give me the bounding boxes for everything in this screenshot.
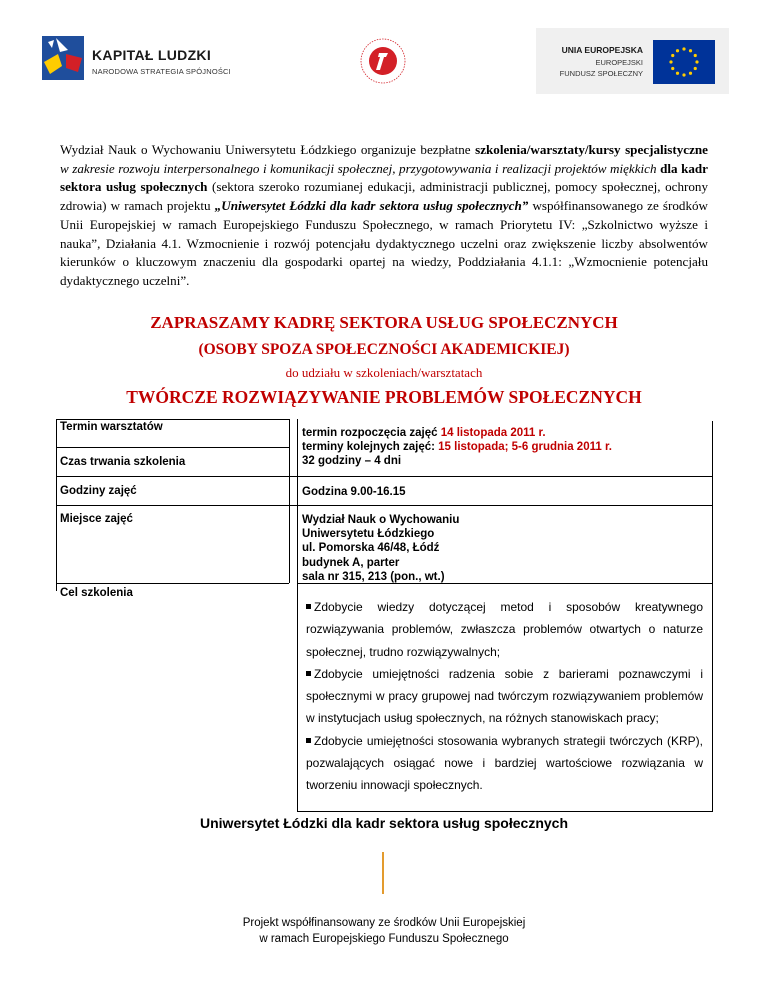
intro-project-name: „Uniwersytet Łódzki dla kadr sektora usług społecznych” (214, 198, 529, 214)
place-line: Wydział Nauk o Wychowaniu (302, 514, 460, 526)
kl-title: KAPITAŁ LUDZKI (92, 47, 212, 63)
footer-line-2: w ramach Europejskiego Funduszu Społecznego (259, 933, 509, 945)
goal-text: Zdobycie umiejętności stosowania wybranych strategii twórczych (KRP), pozwalających osiągać nowe i bardziej wartościowe rozwiązania w tworzeniu innowacji społecznych. (306, 733, 703, 793)
divider-line (382, 852, 384, 894)
details-table (56, 419, 713, 812)
bullet-square-icon (306, 604, 311, 609)
eu-star-icon (682, 47, 685, 50)
intro-italic-1: w zakresie rozwoju interpersonalnego i komunikacji społecznej, przygotowywania i realizacji projektów miękkich (60, 160, 657, 176)
heading-participation: do udziału w szkoleniach/warsztatach (285, 365, 483, 380)
label-place: Miejsce zajęć (60, 513, 133, 525)
heading-invite-staff: ZAPRASZAMY KADRĘ SEKTORA USŁUG SPOŁECZNYCH (150, 313, 618, 332)
duration-value: 32 godziny – 4 dni (302, 455, 402, 467)
intro-text-2: (sektora szeroko rozumianej edukacji, administracji publicznej, pomocy społecznej, ochrony zdrowia) w ramach projektu (60, 179, 708, 214)
eu-star-icon (682, 73, 685, 76)
intro-text-3: współfinansowanego ze środków Unii Europejskiej w ramach Europejskiego Funduszu Społecznego, w ramach Priorytetu IV: „Szkolnictwo wyższe i nauka”, Działania 4.1. Wzmocnienie i rozwój potencjału dydaktycznego uczelni oraz zwiększenie liczby absolwentów kierunków o kluczowym znaczeniu dla gospodarki opartej na wiedzy, Poddziałania 4.1.1: „Wzmocnienie potencjału dydaktycznego uczelni”. (60, 198, 709, 288)
footer-title: Uniwersytet Łódzki dla kadr sektora usług społecznych (200, 815, 568, 831)
heading-workshop-title: TWÓRCZE ROZWIĄZYWANIE PROBLEMÓW SPOŁECZNYCH (126, 387, 642, 407)
start-date: 14 listopada 2011 r. (440, 427, 546, 439)
next-dates-row (302, 440, 612, 454)
place-value (302, 513, 459, 584)
intro-text-1: Wydział Nauk o Wychowaniu Uniwersytetu Łódzkiego organizuje bezpłatne (60, 142, 476, 157)
eu-star-icon (671, 54, 674, 57)
label-termin: Termin warsztatów (60, 421, 163, 433)
label-hours: Godziny zajęć (60, 485, 137, 497)
eu-star-icon (669, 60, 672, 63)
eu-title: UNIA EUROPEJSKA (561, 45, 643, 55)
goal-text: Zdobycie umiejętności radzenia sobie z barierami poznawczymi i społecznymi w pracy grupowej nad twórczym rozwiązywaniem problemów w instytucjach usług społecznych, na różnych stanowiskach pracy; (306, 666, 703, 726)
place-line: sala nr 315, 213 (pon., wt.) (302, 570, 445, 583)
footer-line-1: Projekt współfinansowany ze środków Unii Europejskiej (242, 917, 526, 929)
intro-bold-2: dla kadr sektora usług społecznych (60, 160, 708, 195)
eu-subtitle-1: EUROPEJSKI (595, 58, 643, 67)
goal-item (306, 596, 703, 663)
place-line: ul. Pomorska 46/48, Łódź (302, 542, 440, 555)
start-date-row (302, 426, 546, 440)
next-dates: 15 listopada; 5-6 grudnia 2011 r. (438, 441, 612, 453)
goal-text: Zdobycie wiedzy dotyczącej metod i sposobów kreatywnego rozwiązywania problemów, zwłaszcza problemów otwartych o naturze społecznej, trudno rozwiązywalnych; (306, 600, 703, 659)
eu-star-icon (671, 67, 674, 70)
hours-value: Godzina 9.00-16.15 (302, 486, 406, 498)
eu-star-icon (695, 60, 698, 63)
goal-item (306, 663, 703, 730)
place-line: budynek A, parter (302, 556, 400, 569)
heading-non-academic: (OSOBY SPOZA SPOŁECZNOŚCI AKADEMICKIEJ) (198, 341, 570, 358)
eu-star-icon (694, 67, 697, 70)
bullet-square-icon (306, 671, 311, 676)
goal-item (306, 730, 703, 797)
bullet-square-icon (306, 738, 311, 743)
eu-star-icon (694, 54, 697, 57)
eu-flag-icon (653, 40, 715, 84)
eu-star-icon (676, 49, 679, 52)
eu-star-icon (676, 72, 679, 75)
place-line: Uniwersytetu Łódzkiego (302, 528, 435, 541)
start-prefix: termin rozpoczęcia zajęć (302, 427, 441, 439)
intro-bold-1: szkolenia/warsztaty/kursy specjalistyczne (475, 142, 708, 157)
label-goal: Cel szkolenia (60, 587, 133, 599)
eu-star-icon (689, 72, 692, 75)
university-logo (358, 36, 408, 86)
eu-star-icon (689, 49, 692, 52)
kl-subtitle: NARODOWA STRATEGIA SPÓJNOŚCI (92, 67, 231, 76)
goal-list (306, 596, 703, 797)
next-prefix: terminy kolejnych zajęć: (302, 441, 439, 453)
intro-paragraph (60, 141, 708, 291)
label-czas: Czas trwania szkolenia (60, 456, 186, 468)
eu-subtitle-2: FUNDUSZ SPOŁECZNY (559, 69, 643, 78)
